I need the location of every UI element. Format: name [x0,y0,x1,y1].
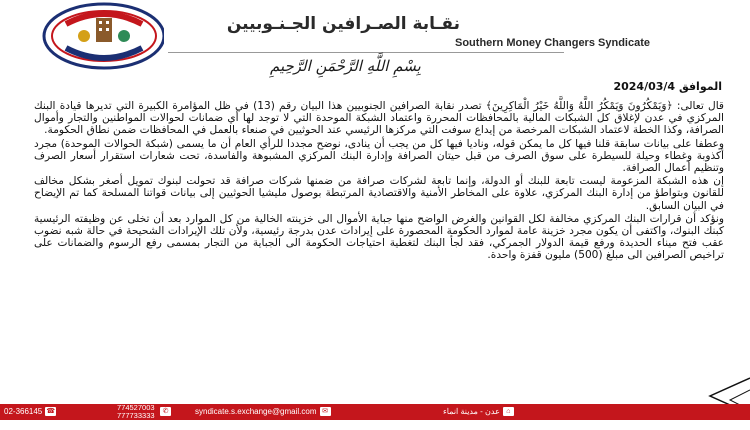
header-divider [168,52,564,53]
date-value: 2024/03/4 [613,80,676,93]
paragraph-1: قال تعالى: ﴿وَيَمْكُرُونَ وَيَمْكُرُ اللَّهُ وَاللَّهُ خَيْرُ الْمَاكِرِينَ﴾ تصدر نقابة الصرافين الجنوبيين هذا البيان رقم (13) في ظل المؤامرة الكبيرة التي تديرها قيادة البنك المركزي في عدن لإغلاق كل الشبكات المالية بالمحافظات المحررة واعتماد الشبكة الموحدة التي لا توجد لها أي ضمانات لحوالات المواطنين والتجار وأموال الصرافة، وكذا الخطة لاعتماد الشبكات المرخصة من إيداع سوفت التي مركزها الرئيسي عند الحوثيين في صنعاء بالعمل في المحافظات ضمن نطاق الحكومة. [34,100,724,137]
date-row [613,80,722,93]
footer-address [443,404,517,420]
address-text: عدن - مدينة انماء [443,407,500,416]
basmala: بِسْمِ اللَّهِ الرَّحْمَنِ الرَّحِيمِ [270,57,421,75]
footer-email [195,404,334,420]
footer-mobile-2: 777733333 [117,411,155,420]
phone-icon: ✆ [160,407,171,416]
paragraph-4: ونؤكد أن قرارات البنك المركزي مخالفة لكل القوانين والغرض الواضح منها جباية الأموال الى خزينته الخالية من كل الموارد بعد أن تخلى عن وظيفته الرئيسية كبنك البنوك، واكتفى أن يكون مجرد خزينة عامة لموارد الحكومة المحصورة على إيرادات عدن بدرجة رئيسية، ولأن تلك الإيرادات الشحيحة في حالة شبه نضوب عقب فتح ميناء الحديدة ورفع قيمة الدولار الجمركي، فقد لجأ البنك لتغطية احتياجات الحكومة الى الجباية من التجار بمسمى رفع الرسوم والضمانات على تراخيص الصرافين الى مبلغ (500) مليون قفزة واحدة. [34,212,724,262]
syndicate-logo [14,2,164,72]
footer-bar [0,404,750,420]
paragraph-3: إن هذه الشبكة المزعومة ليست تابعة للبنك أو الدولة، وإنما تابعة لشركات صرافة من ضمنها شركات صرافة قد تحولت لبنوك تمويل أصغر بشكل مخالف للقانون وبتواطؤ من إدارة البنك المركزي، علاوة على المخاطر الأمنية والاقتصادية المرتبطة بوصول مليشيا الحوثيين إلى بيانات قواتنا المسلحة كما تم الإيضاح في البيان السابق. [34,175,724,212]
location-icon: ⌂ [503,407,514,416]
syndicate-title-english: Southern Money Changers Syndicate [455,37,650,49]
paragraph-2: وعطفا على بيانات سابقة قلنا فيها كل ما يمكن قوله، وناديا فيها كل من يجب أن ينادى، نوضح مجددا للرأي العام أن ما يسمى (شبكة الحوالات الموحدة) مجرد أكذوبة وغطاء وحيلة للسيطرة على سوق الصرف من قبل حيتان الصرافة وإدارة البنك المركزي المشبوهة والفاسدة، تحت شعارات استقرار أسعار الصرف وتنظيم أعمال الصرافة. [34,137,724,175]
email-icon: ✉ [320,407,331,416]
landline-number: 02-366145 [4,407,43,416]
email-address[interactable]: syndicate.s.exchange@gmail.com [195,407,317,416]
fax-icon: ☎ [46,408,56,416]
syndicate-title-arabic: نقـابة الصـرافين الجـنـوبيين [226,14,460,34]
date-label: الموافق [678,80,722,93]
footer-mobile-1: 774527003 [117,403,155,412]
statement-body [34,100,724,263]
footer-mobile-icon-wrap [157,404,174,420]
footer-landline [4,404,59,420]
